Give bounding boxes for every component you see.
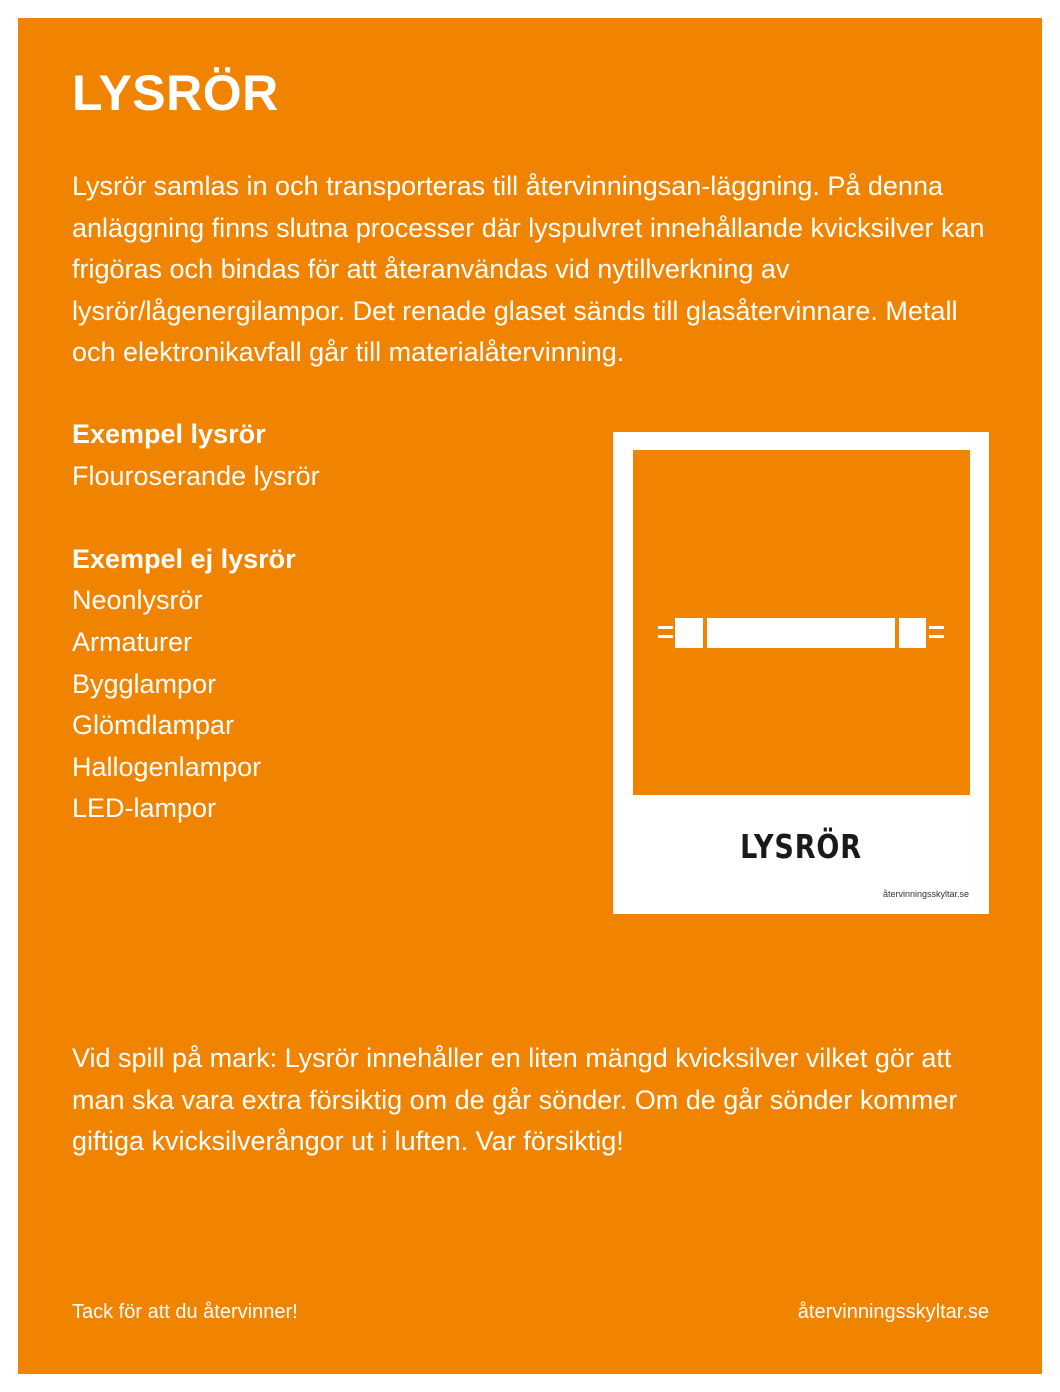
sign-page	[18, 18, 1042, 1374]
list-item: Neonlysrör	[72, 585, 203, 616]
sign-url: återvinningsskyltar.se	[882, 889, 969, 899]
list-item: LED-lampor	[72, 793, 217, 824]
intro-paragraph: Lysrör samlas in och transporteras till återvinningsan-läggning. På denna anläggning finns slutna processer där lyspulvret innehållande kvicksilver kan frigöras och bindas för att återanvändas vid nytillverkning av lysrör/lågenergilampor. Det renade glaset sänds till glasåtervinnare. Metall och elektronikavfall går till materialåtervinning.	[72, 171, 985, 368]
sign-label: LYSRÖR	[740, 827, 862, 866]
page-title: LYSRÖR	[72, 65, 279, 121]
list-item: Hallogenlampor	[72, 751, 262, 782]
examples-list	[72, 456, 592, 498]
non-examples-list	[72, 580, 592, 830]
examples-heading: Exempel lysrör	[72, 419, 266, 449]
footer-thanks: Tack för att du återvinner!	[72, 1301, 298, 1323]
examples-section	[72, 414, 592, 830]
recycling-sign-image	[613, 432, 989, 914]
list-item: Glömdlampar	[72, 710, 235, 741]
spill-warning: Vid spill på mark: Lysrör innehåller en liten mängd kvicksilver vilket gör att man ska vara extra försiktig om de går sönder. Om de går sönder kommer giftiga kvicksilverångor ut i luften. Var försiktig!	[72, 1043, 958, 1157]
non-examples-heading: Exempel ej lysrör	[72, 543, 296, 574]
list-item: Bygglampor	[72, 668, 217, 699]
list-item: Flouroserande lysrör	[72, 460, 320, 491]
sign-icon-panel	[633, 450, 970, 795]
fluorescent-tube-icon	[633, 450, 970, 795]
list-item: Armaturer	[72, 626, 193, 657]
footer-website: återvinningsskyltar.se	[797, 1301, 989, 1323]
